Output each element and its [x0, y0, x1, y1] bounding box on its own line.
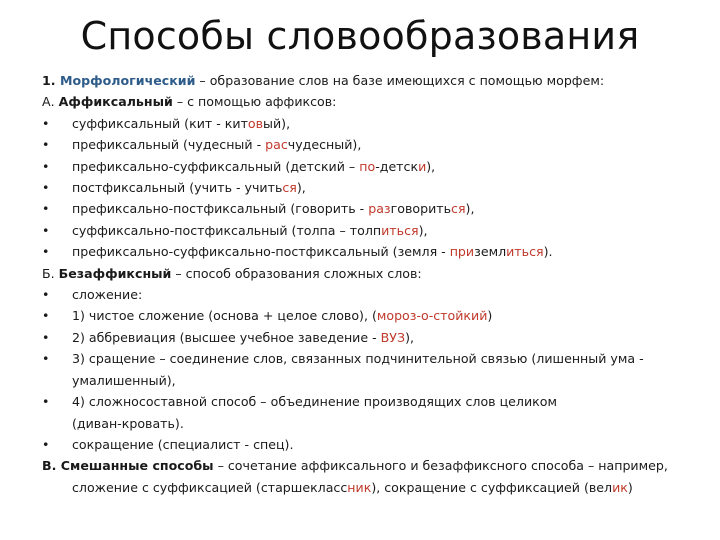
text-run: ), — [426, 158, 436, 174]
bullet-glyph: • — [42, 180, 50, 196]
bullet-glyph: • — [42, 222, 50, 238]
text-run: 3) сращение – соединение слов, связанных подчинительной связью (лишенный ума - — [72, 351, 644, 367]
bullet-glyph: • — [42, 351, 50, 367]
bullet-item — [42, 241, 692, 262]
text-line — [42, 370, 692, 391]
highlighted-morpheme: рас — [265, 137, 288, 153]
highlighted-morpheme: и — [418, 158, 427, 174]
text-run: префиксальный (чудесный - — [72, 137, 266, 153]
highlighted-morpheme: иться — [381, 222, 419, 238]
emphasized-text: 1. — [42, 73, 60, 88]
text-run: постфиксальный (учить - учить — [72, 180, 283, 196]
bullet-item — [42, 305, 692, 326]
text-run: -детск — [375, 158, 419, 174]
bullet-glyph: • — [42, 244, 50, 260]
highlighted-morpheme: по — [359, 158, 376, 174]
text-run: префиксально-суффиксально-постфиксальный (земля - — [72, 244, 450, 260]
slide-title: Способы словообразования — [80, 14, 640, 58]
text-run: сокращение (специалист - спец). — [72, 436, 294, 452]
text-run: А. — [42, 94, 59, 110]
highlighted-morpheme: ВУЗ — [380, 329, 406, 345]
bullet-glyph: • — [42, 137, 50, 153]
text-run: префиксально-суффиксальный (детский – — [72, 158, 360, 174]
text-line — [42, 263, 692, 284]
text-run: ) — [627, 479, 633, 495]
text-run: ), — [405, 329, 414, 345]
highlighted-morpheme: ся — [451, 201, 466, 217]
text-run: земл — [474, 244, 507, 260]
text-line — [42, 455, 692, 476]
bullet-item — [42, 391, 692, 412]
text-run: 2) аббревиация (высшее учебное заведение - — [72, 329, 381, 345]
bullet-item — [42, 284, 692, 305]
text-run: ), — [296, 180, 306, 196]
bullet-glyph: • — [42, 308, 50, 324]
bullet-glyph: • — [42, 329, 50, 345]
highlighted-morpheme: ик — [612, 479, 628, 495]
emphasized-text: Аффиксальный — [58, 94, 173, 110]
emphasized-text: Морфологический — [59, 73, 196, 88]
text-run: – с помощью аффиксов: — [172, 94, 337, 110]
text-run: ый), — [263, 115, 291, 131]
text-run: 4) сложносоставной способ – объединение производящих слов целиком — [72, 394, 557, 410]
bullet-item — [42, 327, 692, 348]
text-run: говорить — [390, 201, 452, 217]
text-run: префиксально-постфиксальный (говорить - — [72, 201, 369, 217]
bullet-item — [42, 348, 692, 369]
bullet-item — [42, 220, 692, 241]
text-run: сложение с суффиксацией (старшекласс — [72, 479, 348, 495]
highlighted-morpheme: иться — [506, 244, 544, 260]
bullet-glyph: • — [42, 201, 50, 217]
bullet-item — [42, 134, 692, 155]
bullet-item — [42, 156, 692, 177]
highlighted-morpheme: раз — [368, 201, 391, 217]
text-run: суффиксально-постфиксальный (толпа – толп — [72, 222, 382, 238]
text-run: – сочетание аффиксального и безаффиксного способа – например, — [213, 458, 668, 474]
bullet-glyph: • — [42, 436, 50, 452]
highlighted-morpheme: при — [449, 244, 475, 260]
highlighted-morpheme: ов — [247, 115, 264, 131]
bullet-glyph: • — [42, 158, 50, 174]
emphasized-text: Безаффиксный — [58, 265, 172, 281]
text-line — [42, 70, 692, 91]
highlighted-morpheme: ник — [347, 479, 372, 495]
text-run: ) — [487, 308, 493, 324]
text-line — [42, 413, 692, 434]
text-line — [42, 477, 692, 498]
highlighted-morpheme: ся — [282, 180, 297, 196]
bullet-glyph: • — [42, 394, 50, 410]
emphasized-text: Смешанные способы — [60, 458, 214, 474]
text-run: Б. — [42, 265, 59, 281]
text-run: ), сокращение с суффиксацией (вел — [371, 479, 613, 495]
text-run: 1) чистое сложение (основа + целое слово), ( — [72, 308, 377, 324]
text-run: – способ образования сложных слов: — [171, 265, 422, 281]
bullet-item — [42, 434, 692, 455]
text-run: сложение: — [72, 287, 143, 303]
highlighted-morpheme: мороз-о-стойкий — [376, 308, 488, 324]
bullet-item — [42, 198, 692, 219]
text-run: ), — [418, 222, 428, 238]
slide-content — [42, 70, 692, 498]
text-run: чудесный), — [287, 137, 362, 153]
text-run: умалишенный), — [72, 372, 176, 388]
bullet-item — [42, 113, 692, 134]
emphasized-text: В. — [42, 458, 61, 474]
text-run: ). — [543, 244, 553, 260]
bullet-item — [42, 177, 692, 198]
text-run: (диван-кровать). — [72, 415, 184, 431]
text-line — [42, 91, 692, 112]
text-run: – образование слов на базе имеющихся с помощью морфем: — [195, 73, 605, 88]
text-run: суффиксальный (кит - кит — [72, 115, 248, 131]
text-run: ), — [465, 201, 475, 217]
bullet-glyph: • — [42, 115, 50, 131]
bullet-glyph: • — [42, 287, 50, 303]
